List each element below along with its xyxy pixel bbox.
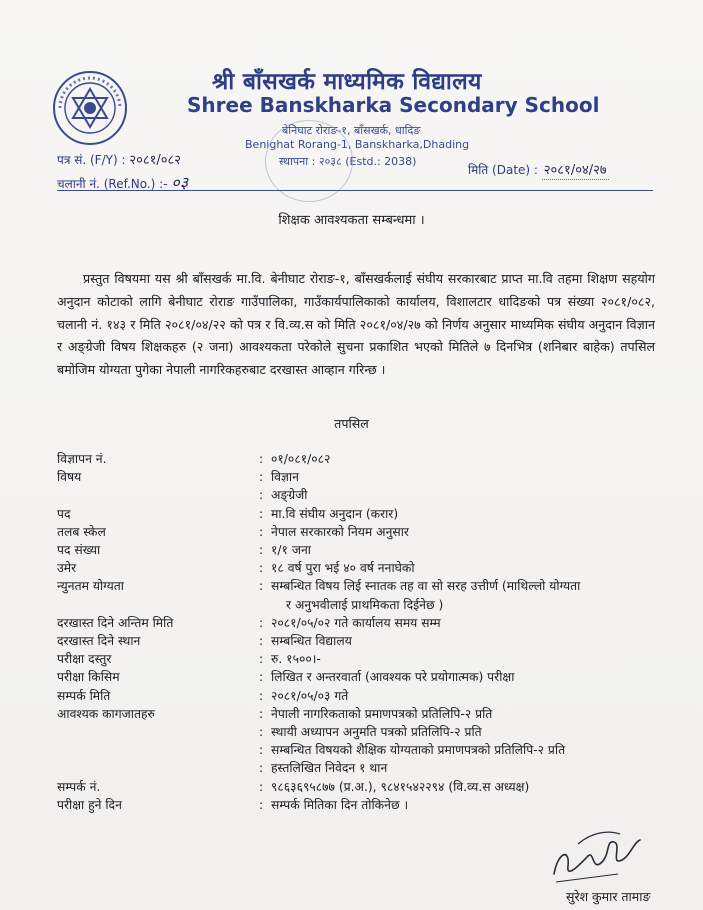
school-logo-emblem-icon: [52, 70, 128, 146]
detail-value: [271, 523, 663, 541]
notice-paragraph: प्रस्तुत विषयमा यस श्री बाँसखर्क मा.वि. बेनीघाट रोराङ-१, बाँसखर्कलाई संघीय सरकारबाट प्राप्त मा.वि तहमा शिक्षण सहयोग अनुदान कोटाको लागि बेनीघाट रोराङ गाउँपालिका, गाउँकार्यपालिकाको कार्यालय, विशालटार धादिङको पत्र संख्या २०८१/०८२, चलानी नं. १४३ र मिति २०८१/०४/२२ को पत्र र वि.व्य.स को मिति २०८१/०४/२७ को निर्णय अनुसार माध्यमिक संघीय अनुदान विज्ञान र अङ्ग्रेजी विषय शिक्षकहरु (२ जना) आवश्यकता परेकोले सुचना प्रकाशित भएको मितिले ७ दिनभित्र (शनिबार बाहेक) तपसिल बमोजिम योग्यता पुगेका नेपाली नागरिकहरुबाट दरखास्त आव्हान गरिन्छ ।: [57, 271, 655, 378]
detail-row: [57, 759, 663, 777]
detail-value-line: ९८६३६९५८७७ (प्र.अ.), ९८४१५४२२९४ (वि.व्य.स अध्यक्ष): [271, 779, 530, 794]
detail-row: [57, 687, 663, 705]
detail-row: [57, 650, 663, 668]
fiscal-year-line: [57, 150, 181, 168]
detail-value: [271, 577, 663, 613]
detail-value-line: लिखित र अन्तरवार्ता (आवश्यक परे प्रयोगात्मक) परीक्षा: [271, 670, 515, 685]
detail-value-line: सम्पर्क मितिका दिन तोकिनेछ ।: [271, 797, 409, 812]
detail-value: [271, 796, 663, 814]
detail-colon: :: [259, 797, 264, 812]
detail-value: [271, 741, 663, 759]
detail-value-line: सम्बन्धित विषयको शैक्षिक योग्यताको प्रमाणपत्रको प्रतिलिपि-२ प्रति: [271, 743, 566, 758]
details-table: [57, 450, 663, 814]
ref-value: ०३: [171, 173, 189, 192]
detail-colon: :: [259, 452, 264, 466]
detail-value: [271, 668, 663, 686]
detail-label: दरखास्त दिने स्थान: [57, 634, 141, 649]
detail-value: [271, 632, 663, 650]
estd-label: स्थापना :: [279, 155, 316, 168]
detail-colon: :: [259, 706, 264, 721]
fy-label: पत्र सं. (F/Y) :: [57, 153, 126, 167]
detail-label: पद संख्या: [57, 543, 101, 558]
detail-label: सम्पर्क मिति: [57, 688, 111, 703]
detail-row: [57, 614, 663, 632]
detail-row: [57, 796, 663, 814]
detail-colon: :: [259, 543, 264, 558]
address-english: Benighat Rorang-1, Banskharka,Dhading: [245, 138, 470, 151]
detail-row: [57, 723, 663, 741]
detail-label: विषय: [57, 470, 82, 485]
fy-value: २०८१/०८२: [129, 153, 182, 168]
detail-row: [57, 778, 663, 796]
detail-value: [271, 559, 663, 577]
detail-colon: :: [259, 615, 264, 630]
detail-value-line: सम्बन्धित विषय लिई स्नातक तह वा सो सरह उत्तीर्ण (माथिल्लो योग्यता: [271, 579, 581, 594]
detail-colon: :: [259, 761, 264, 776]
detail-colon: :: [259, 652, 264, 667]
detail-value-line: रु. १५००।-: [271, 652, 321, 667]
detail-row: [57, 559, 663, 577]
detail-value: [271, 614, 663, 632]
detail-value: [271, 650, 663, 668]
detail-label: पद: [57, 506, 71, 521]
detail-value-line: नेपाल सरकारको नियम अनुसार: [271, 524, 409, 539]
detail-value-line: १८ वर्ष पुरा भई ४० वर्ष ननाघेको: [271, 561, 415, 576]
detail-colon: :: [259, 524, 264, 539]
detail-row: [57, 450, 663, 468]
detail-value: [271, 541, 663, 559]
estd-value: २०३८ (Estd.: 2038): [318, 155, 417, 168]
detail-row: [57, 632, 663, 650]
detail-value-line: र अनुभवीलाई प्राथमिकता दिईनेछ ): [286, 597, 444, 612]
ref-label: चलानी नं. (Ref.No.) :-: [57, 177, 168, 191]
detail-colon: :: [259, 634, 264, 649]
detail-colon: :: [259, 579, 264, 594]
detail-value: [271, 486, 663, 504]
detail-row: [57, 577, 663, 613]
detail-row: [57, 505, 663, 523]
detail-value: [271, 759, 663, 777]
details-heading: तपसिल: [334, 416, 369, 431]
detail-colon: :: [259, 488, 264, 503]
detail-value: [271, 450, 663, 468]
detail-value-line: नेपाली नागरिकताको प्रमाणपत्रको प्रतिलिपि-२ प्रति: [271, 706, 493, 721]
detail-value-line: सम्बन्धित विद्यालय: [271, 634, 352, 649]
detail-value-line: ०१/०८१/०८२: [271, 452, 331, 466]
detail-row: [57, 705, 663, 723]
detail-value: [271, 687, 663, 705]
detail-label: उमेर: [57, 561, 77, 576]
detail-value: [271, 723, 663, 741]
detail-value-line: हस्तलिखित निवेदन १ थान: [271, 761, 388, 776]
detail-label: [57, 759, 259, 777]
letterhead-divider: [57, 190, 653, 191]
subject-heading: शिक्षक आवश्यकता सम्बन्धमा ।: [278, 213, 425, 228]
address-nepali: बेनिघाट रोराङ-१, बाँसखर्क, धादिङ: [282, 124, 421, 137]
date-value: २०८१/०४/२७: [542, 160, 609, 180]
school-name-english: Shree Banskharka Secondary School: [187, 93, 600, 117]
detail-value-line: २०८१/०५/०२ गते कार्यालय समय सम्म: [271, 615, 441, 630]
detail-row: [57, 523, 663, 541]
school-name-nepali: श्री बाँसखर्क माध्यमिक विद्यालय: [212, 68, 482, 95]
detail-value-line: १/१ जना: [271, 543, 311, 558]
detail-colon: :: [259, 779, 264, 794]
detail-colon: :: [259, 688, 264, 703]
detail-value-line: अङ्ग्रेजी: [271, 488, 308, 503]
detail-label: विज्ञापन नं.: [57, 452, 107, 466]
detail-value-line: विज्ञान: [271, 470, 299, 485]
detail-label: परीक्षा किसिम: [57, 670, 120, 685]
detail-colon: :: [259, 725, 264, 740]
detail-label: तलब स्केल: [57, 524, 106, 539]
detail-value: [271, 468, 663, 486]
detail-value-line: २०८१/०५/०३ गते: [271, 688, 349, 703]
detail-label: [57, 741, 259, 759]
detail-value: [271, 705, 663, 723]
detail-label: सम्पर्क नं.: [57, 779, 101, 794]
detail-row: [57, 486, 663, 504]
detail-colon: :: [259, 506, 264, 521]
detail-value-line: मा.वि संघीय अनुदान (करार): [271, 506, 399, 521]
detail-colon: :: [259, 561, 264, 576]
detail-label: [57, 723, 259, 741]
signatory-name: सुरेश कुमार तामाङ: [566, 889, 651, 904]
detail-row: [57, 468, 663, 486]
detail-colon: :: [259, 743, 264, 758]
detail-value: [271, 778, 663, 796]
date-label: मिति (Date) :: [468, 163, 538, 177]
detail-label: न्युनतम योग्यता: [57, 579, 124, 594]
detail-colon: :: [259, 670, 264, 685]
detail-label: आवश्यक कागजातहरु: [57, 706, 155, 721]
detail-label: परीक्षा हुने दिन: [57, 797, 122, 812]
date-line: [468, 160, 609, 180]
detail-row: [57, 541, 663, 559]
detail-label: परीक्षा दस्तुर: [57, 652, 112, 667]
handwritten-signature: [548, 822, 648, 886]
detail-label: [57, 486, 259, 504]
detail-value: [271, 505, 663, 523]
detail-label: दरखास्त दिने अन्तिम मिति: [57, 615, 174, 630]
detail-value-line: स्थायी अध्यापन अनुमति पत्रको प्रतिलिपि-२ प्रति: [271, 725, 482, 740]
detail-row: [57, 668, 663, 686]
detail-row: [57, 741, 663, 759]
detail-colon: :: [259, 470, 264, 485]
